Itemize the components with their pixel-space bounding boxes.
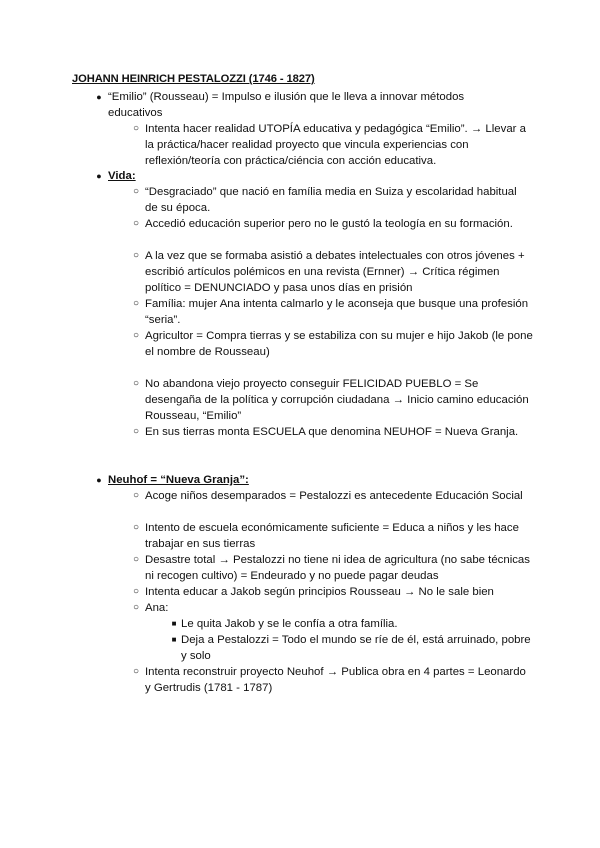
list-item — [132, 376, 530, 424]
list-item-text: En sus tierras monta ESCUELA que denomina NEUHOF = Nueva Granja. — [145, 426, 519, 438]
list-item-utopia — [132, 121, 530, 169]
circle-bullet-icon: ○ — [132, 554, 140, 565]
list-item-text: Accedió educación superior pero no le gustó la teología en su formación. — [145, 218, 513, 230]
list-item — [132, 248, 530, 296]
list-item-text: Família: mujer Ana intenta calmarlo y le aconseja que busque una profesión “seria”. — [145, 298, 529, 326]
circle-bullet-icon: ○ — [132, 426, 140, 437]
list-item — [132, 184, 530, 216]
circle-bullet-icon: ○ — [132, 298, 140, 309]
list-item — [132, 328, 533, 360]
circle-bullet-icon: ○ — [132, 218, 140, 229]
list-item-text: Intenta reconstruir proyecto Neuhof → Publica obra en 4 partes = Leonardo y Gertrudis (1781 - 1787) — [145, 666, 526, 694]
list-item-ana — [171, 632, 531, 664]
list-item — [132, 488, 530, 504]
circle-bullet-icon: ○ — [132, 186, 140, 197]
circle-bullet-icon: ○ — [132, 330, 140, 341]
list-item-text: “Emilio” (Rousseau) = Impulso e ilusión que le lleva a innovar métodos educativos — [108, 91, 465, 119]
section-heading-text: Neuhof = “Nueva Granja”: — [108, 474, 249, 486]
list-item — [132, 664, 530, 696]
list-item — [132, 520, 530, 552]
list-item-text: Desastre total → Pestalozzi no tiene ni idea de agricultura (no sabe técnicas ni recogen cultivo) = Endeurado y no puede pagar deudas — [145, 554, 530, 582]
square-bullet-icon: ■ — [171, 619, 177, 628]
list-item-text: Acoge niños desemparados = Pestalozzi es antecedente Educación Social — [145, 490, 523, 502]
list-item-text: Le quita Jakob y se le confía a otra família. — [181, 618, 398, 630]
section-heading-text: Vida: — [108, 170, 136, 182]
list-item — [132, 600, 530, 616]
list-item — [132, 424, 530, 440]
list-item-emilio — [96, 89, 503, 121]
bullet-icon: ● — [96, 475, 102, 485]
circle-bullet-icon: ○ — [132, 586, 140, 597]
document-title: JOHANN HEINRICH PESTALOZZI (1746 - 1827) — [72, 73, 315, 85]
list-item — [132, 552, 530, 584]
list-item-text: No abandona viejo proyecto conseguir FELICIDAD PUEBLO = Se desengaña de la política y corrupción ciudadana → Inicio camino educación Rousseau, “Emilio” — [145, 378, 529, 422]
circle-bullet-icon: ○ — [132, 490, 140, 501]
list-item-text: Agricultor = Compra tierras y se estabiliza con su mujer e hijo Jakob (le pone el nombre de Rousseau) — [145, 330, 533, 358]
list-item-text: Intenta educar a Jakob según principios Rousseau → No le sale bien — [145, 586, 494, 598]
circle-bullet-icon: ○ — [132, 123, 140, 134]
section-heading-vida — [96, 168, 408, 184]
section-heading-neuhof — [96, 472, 408, 488]
list-item-ana — [171, 616, 531, 632]
circle-bullet-icon: ○ — [132, 522, 140, 533]
list-item — [132, 296, 530, 328]
circle-bullet-icon: ○ — [132, 250, 140, 261]
list-item — [132, 216, 530, 232]
circle-bullet-icon: ○ — [132, 602, 140, 613]
circle-bullet-icon: ○ — [132, 666, 140, 677]
list-item-text: Intenta hacer realidad UTOPÍA educativa y pedagógica “Emilio”. → Llevar a la práctica/hacer realidad proyecto que vincula experiencias con reflexión/teoría con práctica/ciéncia con acción educativa. — [145, 123, 526, 167]
square-bullet-icon: ■ — [171, 635, 177, 644]
bullet-icon: ● — [96, 171, 102, 181]
list-item — [132, 584, 530, 600]
list-item-text: Deja a Pestalozzi = Todo el mundo se ríe de él, está arruinado, pobre y solo — [181, 634, 531, 662]
circle-bullet-icon: ○ — [132, 378, 140, 389]
list-item-text: A la vez que se formaba asistió a debates intelectuales con otros jóvenes + escribió artículos polémicos en una revista (Ernner) → Crítica régimen político = DENUNCIADO y pasa unos días en prisión — [145, 250, 525, 294]
list-item-text: Ana: — [145, 602, 169, 614]
bullet-icon: ● — [96, 92, 102, 102]
list-item-text: “Desgraciado” que nació en família media en Suiza y escolaridad habitual de su época. — [145, 186, 517, 214]
list-item-text: Intento de escuela económicamente suficiente = Educa a niños y les hace trabajar en sus tierras — [145, 522, 519, 550]
